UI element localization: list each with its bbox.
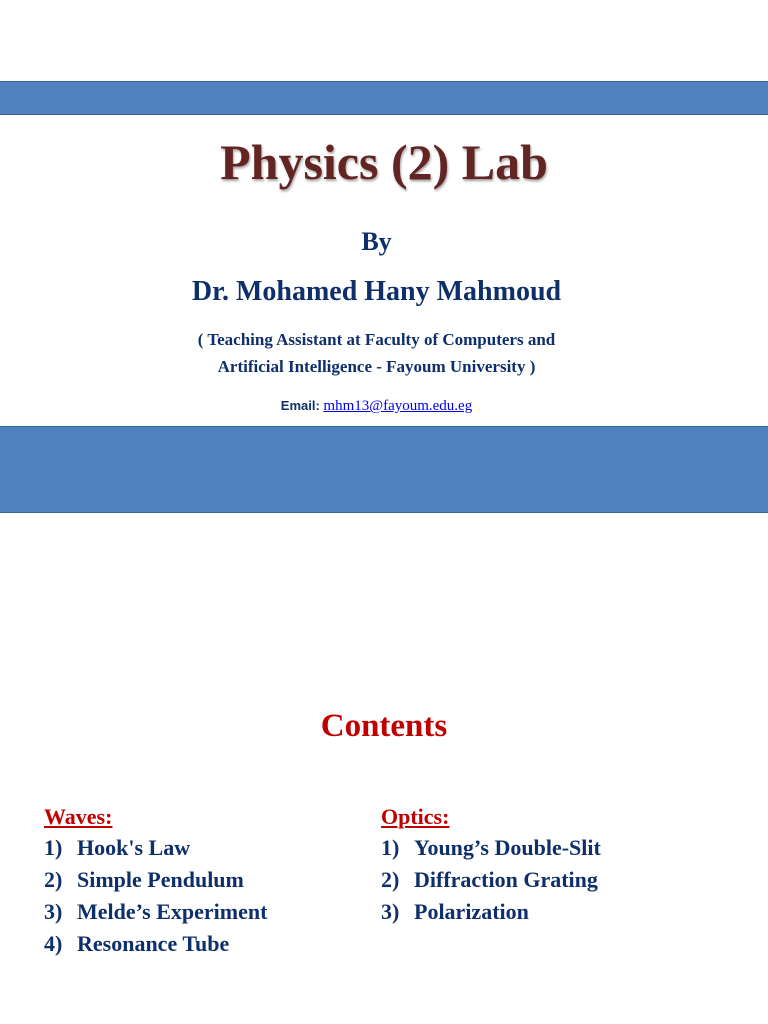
waves-section xyxy=(44,802,267,960)
item-number: 1) xyxy=(44,835,63,860)
email-separator: : xyxy=(315,398,324,413)
contents-title: Contents xyxy=(320,708,448,744)
item-number: 3) xyxy=(381,899,400,924)
affiliation xyxy=(0,326,753,380)
top-banner xyxy=(0,81,768,115)
bottom-banner xyxy=(0,426,768,513)
email-line xyxy=(0,398,753,415)
list-item xyxy=(44,896,267,928)
affiliation-line-1: ( Teaching Assistant at Faculty of Computers and xyxy=(197,330,556,349)
email-link[interactable]: mhm13@fayoum.edu.eg xyxy=(323,398,473,414)
list-item xyxy=(381,896,601,928)
list-item xyxy=(381,832,601,864)
by-label: By xyxy=(361,227,392,256)
item-number: 2) xyxy=(44,867,63,892)
item-label: Polarization xyxy=(414,899,529,924)
list-item xyxy=(44,928,267,960)
item-label: Resonance Tube xyxy=(77,931,230,956)
item-label: Young’s Double-Slit xyxy=(414,835,601,860)
item-number: 3) xyxy=(44,899,63,924)
affiliation-line-2: Artificial Intelligence - Fayoum University ) xyxy=(217,357,536,376)
item-label: Hook's Law xyxy=(77,835,191,860)
item-number: 1) xyxy=(381,835,400,860)
item-number: 2) xyxy=(381,867,400,892)
item-label: Simple Pendulum xyxy=(77,867,244,892)
email-label: Email xyxy=(280,398,316,413)
waves-heading: Waves: xyxy=(44,804,113,829)
item-label: Melde’s Experiment xyxy=(77,899,268,924)
item-number: 4) xyxy=(44,931,63,956)
list-item xyxy=(44,832,267,864)
optics-list xyxy=(381,832,601,928)
author-name: Dr. Mohamed Hany Mahmoud xyxy=(191,276,562,307)
document-title: Physics (2) Lab xyxy=(220,134,548,190)
item-label: Diffraction Grating xyxy=(414,867,598,892)
list-item xyxy=(381,864,601,896)
optics-section xyxy=(381,802,601,928)
optics-heading: Optics: xyxy=(381,804,450,829)
waves-list xyxy=(44,832,267,960)
list-item xyxy=(44,864,267,896)
